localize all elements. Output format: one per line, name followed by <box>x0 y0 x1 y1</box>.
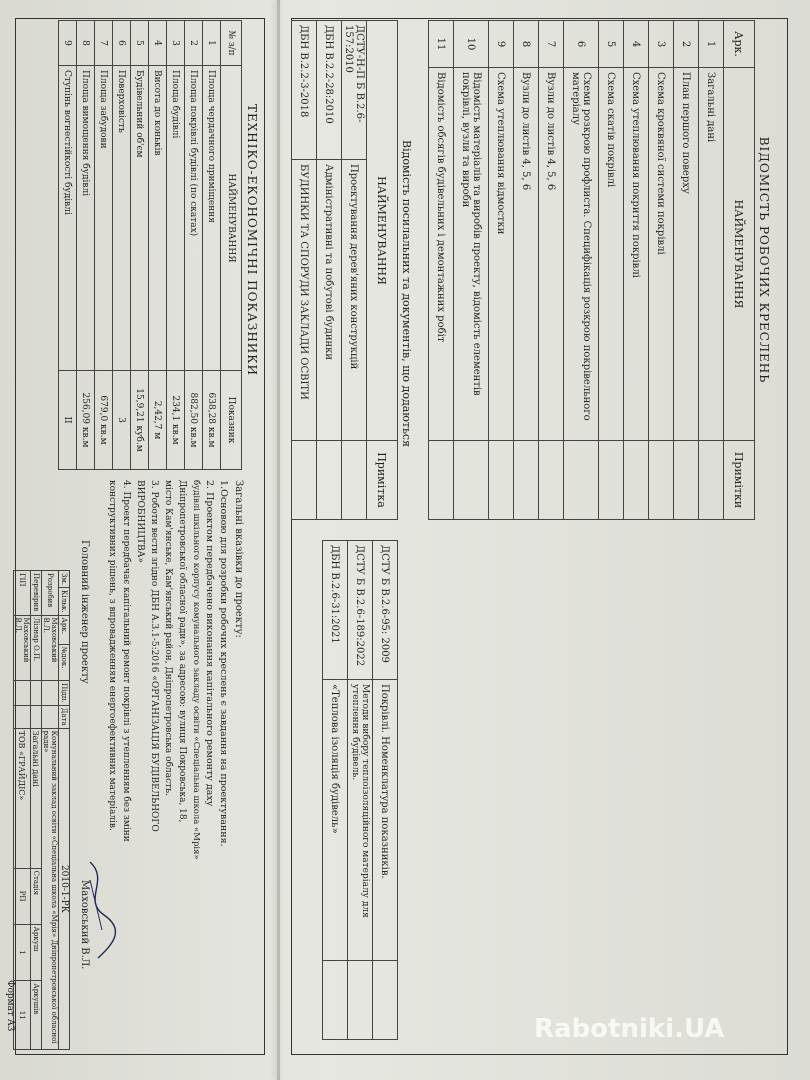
table-row <box>185 21 203 470</box>
tep-name: Площа будівлі <box>167 66 185 371</box>
row-name: Схема кроквяної системи покрівлі <box>649 68 674 441</box>
stamp-role: Перевірив <box>31 571 42 616</box>
tep-value: 15,9,21 куб.м <box>131 371 149 470</box>
note-line: місто Кам'янське, Кам'янський район, Дніпропетровська область. <box>163 480 173 796</box>
table-row <box>317 21 342 520</box>
row-num: 8 <box>514 21 539 68</box>
tep-num: 3 <box>167 21 185 66</box>
row-name: Вузли до листів 4, 5, 6 <box>539 68 564 441</box>
stamp-sheets: 11 <box>14 981 31 1050</box>
table-row <box>95 21 113 470</box>
row-name: Вузли до листів 4, 5, 6 <box>514 68 539 441</box>
table-row <box>514 21 539 520</box>
tep-value: 679,0 кв.м <box>95 371 113 470</box>
table-row <box>77 21 95 470</box>
col-sheet: Арк. <box>724 21 755 68</box>
stamp-person: Лізнар О.П. <box>31 615 42 681</box>
engineer-label: Головний інженер проекту <box>79 540 90 684</box>
ref-note <box>292 441 317 520</box>
table-row <box>564 21 599 520</box>
drawings-table <box>428 20 755 520</box>
row-name: План першого поверху <box>674 68 699 441</box>
row-num: 10 <box>454 21 489 68</box>
engineer-name: Маховський В.Л. <box>79 880 90 970</box>
note-line: ВИРОБНИЦТВА» <box>135 480 145 563</box>
stamp-org: Комунальний заклад освіти «Спеціальна школа «Мрія» Дніпропетровської обласної ради» <box>42 728 59 1049</box>
note-line: 1.Основою для розробки робочих креслень є завдання на проектування. <box>218 480 229 847</box>
tep-name: Будівельний об'єм <box>131 66 149 371</box>
row-note <box>674 441 699 520</box>
tep-num: 2 <box>185 21 203 66</box>
references-table-2 <box>322 540 398 1040</box>
table-row <box>348 541 373 1040</box>
tep-num: 4 <box>149 21 167 66</box>
references-table <box>291 20 398 520</box>
drawings-list-title: ВІДОМІСТЬ РОБОЧИХ КРЕСЛЕНЬ <box>757 136 771 384</box>
col-notes: Примітки <box>724 441 755 520</box>
stamp-person: Маховський В.Л. <box>42 615 59 681</box>
stamp-sheet-name: Загальні дані <box>31 728 42 868</box>
references-title: Відомість посилальних та документів, що додаються <box>400 140 413 448</box>
table-row <box>167 21 185 470</box>
row-num: 1 <box>699 21 724 68</box>
stamp-sheet: 1 <box>14 924 31 981</box>
tep-num: 1 <box>203 21 221 66</box>
note-line: 3. Роботи вести згідно ДБН А.3.1-5:2016 «ОРГАНІЗАЦІЯ БУДІВЕЛЬНОГО <box>149 480 159 832</box>
refs-col-note: Примітка <box>367 441 398 520</box>
note-line: будівлі шкільного корпусу комунального закладу освіти «Спеціальна школа «Мрія» <box>191 480 201 860</box>
row-note <box>599 441 624 520</box>
tep-table <box>58 20 242 470</box>
stamp-col: Арк. <box>59 615 70 644</box>
stamp-company: ТОВ «ГРАЙДІС» <box>14 728 31 868</box>
stamp-col: Кільк. <box>59 588 70 616</box>
tep-col-name: НАЙМЕНУВАННЯ <box>221 66 242 371</box>
row-num: 7 <box>539 21 564 68</box>
title-block <box>13 570 70 1050</box>
tep-num: 9 <box>59 21 77 66</box>
table-row <box>624 21 649 520</box>
row-note <box>699 441 724 520</box>
ref-code: ДСТУ Б В.2.6-95: 2009 <box>373 541 398 680</box>
notes-title: Загальні вказівки до проекту: <box>233 480 244 638</box>
tep-name: Поверховість <box>113 66 131 371</box>
row-name: Схеми розкрою профлиста. Специфікація розкрою покрівельного матеріалу <box>564 68 599 441</box>
row-name: Схема скатів покрівлі <box>599 68 624 441</box>
stamp-sheets-h: Аркушів <box>31 981 42 1050</box>
ref-title: Проектування дерев'яних конструкцій <box>342 160 367 441</box>
row-num: 11 <box>429 21 454 68</box>
row-note <box>624 441 649 520</box>
ref-code: ДБН В.2.2-28:2010 <box>317 21 342 160</box>
ref-code: ДСТУ-Н-П Б В.2.6-157:2010 <box>342 21 367 160</box>
ref-note <box>317 441 342 520</box>
note-line: Дніпропетровської обласної ради», за адресою: вулиця Покровська, 18, <box>177 480 187 823</box>
table-row <box>59 21 77 470</box>
ref-code: ДБН В.2.2-3-2018 <box>292 21 317 160</box>
tep-name: Площа покрівлі будівлі (по скатах) <box>185 66 203 371</box>
row-note <box>429 441 454 520</box>
ref-title: Адміністративні та побутові будинки <box>317 160 342 441</box>
row-note <box>539 441 564 520</box>
tep-num: 8 <box>77 21 95 66</box>
note-line: 4. Проект передбачає капітальний ремонт покрівлі з утепленням без зміни <box>121 480 131 842</box>
row-note <box>454 441 489 520</box>
row-name: Загальні дані <box>699 68 724 441</box>
stamp-role: ГІП <box>14 571 31 616</box>
table-row <box>429 21 454 520</box>
tep-name: Ступінь вогнестійкості будівлі <box>59 66 77 371</box>
col-name: НАЙМЕНУВАННЯ <box>724 68 755 441</box>
ref-title: «Теплова ізоляція будівель» <box>323 680 348 961</box>
table-row <box>699 21 724 520</box>
stamp-col: Зм. <box>59 571 70 588</box>
table-row <box>454 21 489 520</box>
tep-value: 882,50 кв.м <box>185 371 203 470</box>
row-name: Схема утеплювання покриття покрівлі <box>624 68 649 441</box>
ref-title: Покрівлі. Номенклатура показників. <box>373 680 398 961</box>
stamp-role: Розробив <box>42 571 59 616</box>
refs-col-name: НАЙМЕНУВАННЯ <box>367 21 398 441</box>
tep-name: Площа вимощення будівлі <box>77 66 95 371</box>
row-num: 9 <box>489 21 514 68</box>
table-row <box>292 21 317 520</box>
row-name: Відомість матеріалів та виробів проекту, відомість елементів покрівлі, вузли та вироби <box>454 68 489 441</box>
row-name: Відомість обсягів будівельних і демонтажних робіт <box>429 68 454 441</box>
note-line: 2. Проектом передбачено виконання капітального ремонту даху <box>204 480 215 807</box>
ref-code: ДБН В.2.6-31:2021 <box>323 541 348 680</box>
ref-note <box>348 961 373 1040</box>
table-row <box>149 21 167 470</box>
stamp-stage-h: Стадія <box>31 868 42 924</box>
ref-note <box>342 441 367 520</box>
stamp-code: 2010-1-РК <box>59 728 70 1049</box>
table-row <box>131 21 149 470</box>
tep-num: 7 <box>95 21 113 66</box>
tep-col-value: Показник <box>221 371 242 470</box>
ref-title: БУДИНКИ ТА СПОРУДИ ЗАКЛАДИ ОСВІТИ <box>292 160 317 441</box>
ref-title: Методи вибору теплоізоляційного матеріалу для утеплення будівель. <box>348 680 373 961</box>
table-row <box>489 21 514 520</box>
table-row <box>599 21 624 520</box>
tep-value: II <box>59 371 77 470</box>
stamp-col: Підп. <box>59 681 70 706</box>
tep-num: 6 <box>113 21 131 66</box>
row-num: 4 <box>624 21 649 68</box>
ref-code: ДСТУ Б В.2.6-189:2022 <box>348 541 373 680</box>
tep-name: Висота до коньків <box>149 66 167 371</box>
row-num: 2 <box>674 21 699 68</box>
table-row <box>113 21 131 470</box>
table-row <box>649 21 674 520</box>
row-num: 5 <box>599 21 624 68</box>
stamp-sheet-h: Аркуш <box>31 924 42 981</box>
tep-name: Площа забудови <box>95 66 113 371</box>
stamp-col: №док. <box>59 644 70 680</box>
table-row <box>674 21 699 520</box>
page-fold <box>277 0 280 1080</box>
row-note <box>649 441 674 520</box>
tep-value: 638,28 кв.м <box>203 371 221 470</box>
tep-num: 5 <box>131 21 149 66</box>
tep-name: Площа чердачного приміщення <box>203 66 221 371</box>
tep-value: 3 <box>113 371 131 470</box>
format-label: Формат А3 <box>5 980 15 1032</box>
tep-value: 256,09 кв.м <box>77 371 95 470</box>
note-line: конструктивних рішень, з впровадженням енергоефективних матеріалів. <box>107 480 117 831</box>
stamp-person: Маховський В.Л. <box>14 615 31 681</box>
ref-note <box>373 961 398 1040</box>
table-row <box>203 21 221 470</box>
ref-note <box>323 961 348 1040</box>
table-row <box>342 21 367 520</box>
row-note <box>564 441 599 520</box>
row-num: 3 <box>649 21 674 68</box>
watermark: Rabotniki.UA <box>534 1014 725 1044</box>
row-note <box>489 441 514 520</box>
tep-title: ТЕХНІКО-ЕКОНОМІЧНІ ПОКАЗНИКИ <box>245 103 259 377</box>
row-name: Схема утеплювання відмостки <box>489 68 514 441</box>
row-note <box>514 441 539 520</box>
row-num: 6 <box>564 21 599 68</box>
stamp-col: Дата <box>59 705 70 728</box>
table-row <box>539 21 564 520</box>
tep-value: 234,1 кв.м <box>167 371 185 470</box>
table-row <box>323 541 348 1040</box>
table-row <box>373 541 398 1040</box>
tep-col-num: № з/п <box>221 21 242 66</box>
stamp-stage: РП <box>14 868 31 924</box>
tep-value: 2,42,7 м <box>149 371 167 470</box>
